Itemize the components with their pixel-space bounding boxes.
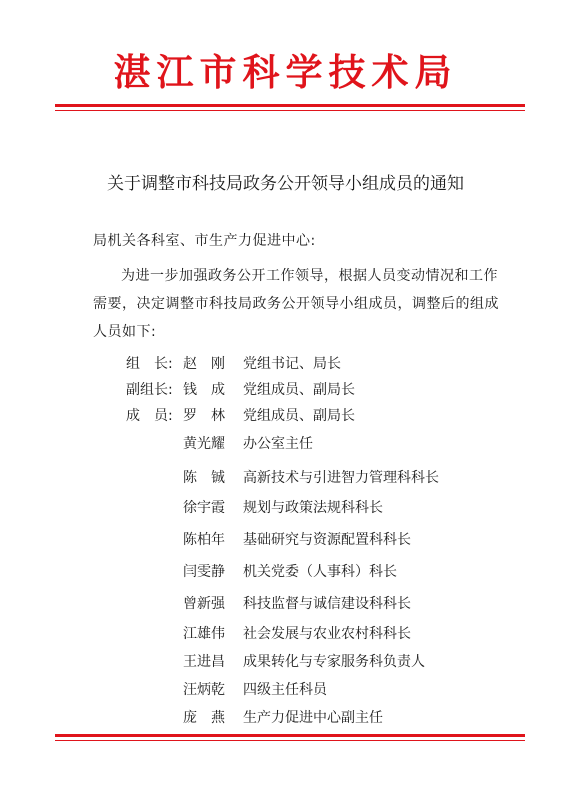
member-name: 江雄伟 [183,626,225,642]
member-position: 党组书记、局长 [243,356,341,372]
member-name: 钱 成 [183,382,225,398]
member-row [0,466,571,490]
member-position: 科技监督与诚信建设科科长 [243,596,411,612]
member-name: 陈柏年 [183,532,225,548]
member-row [0,378,571,402]
member-position: 办公室主任 [243,436,313,452]
member-position: 生产力促进中心副主任 [243,710,383,726]
member-role: 成 员: [126,408,173,424]
letterhead-red-rule-thick [55,104,525,107]
member-row [0,352,571,376]
member-name: 徐宇霞 [183,500,225,516]
letterhead-org-name: 湛江市科学技术局 [113,50,458,94]
member-position: 基础研究与资源配置科科长 [243,532,411,548]
member-position: 机关党委（人事科）科长 [243,564,397,580]
member-row [0,496,571,520]
member-position: 成果转化与专家服务科负责人 [243,654,425,670]
member-name: 罗 林 [183,408,225,424]
notice-title: 关于调整市科技局政务公开领导小组成员的通知 [107,174,464,194]
member-row [0,650,571,674]
member-name: 王进昌 [183,654,225,670]
member-name: 庞 燕 [183,710,225,726]
member-row [0,678,571,702]
member-position: 党组成员、副局长 [243,408,355,424]
footer-red-rule-thick [55,734,525,737]
footer-red-rule-thin [55,740,525,741]
member-row [0,560,571,584]
member-name: 汪炳乾 [183,682,225,698]
member-row [0,432,571,456]
member-role: 组 长: [126,356,173,372]
member-row [0,592,571,616]
member-name: 闫雯静 [183,564,225,580]
member-row [0,622,571,646]
member-row [0,404,571,428]
notice-salutation: 局机关各科室、市生产力促进中心: [93,233,316,249]
letterhead-red-rule-thin [55,110,525,111]
member-name: 黄光耀 [183,436,225,452]
member-row [0,528,571,552]
member-position: 规划与政策法规科科长 [243,500,383,516]
notice-body: 为进一步加强政务公开工作领导，根据人员变动情况和工作需要，决定调整市科技局政务公开领导小组成员，调整后的组成人员如下: [93,268,499,340]
member-position: 高新技术与引进智力管理科科长 [243,470,439,486]
member-row [0,706,571,730]
member-name: 曾新强 [183,596,225,612]
member-name: 赵 刚 [183,356,225,372]
member-position: 四级主任科员 [243,682,327,698]
member-name: 陈 铖 [183,470,225,486]
member-position: 社会发展与农业农村科科长 [243,626,411,642]
member-role: 副组长: [126,382,173,398]
member-position: 党组成员、副局长 [243,382,355,398]
